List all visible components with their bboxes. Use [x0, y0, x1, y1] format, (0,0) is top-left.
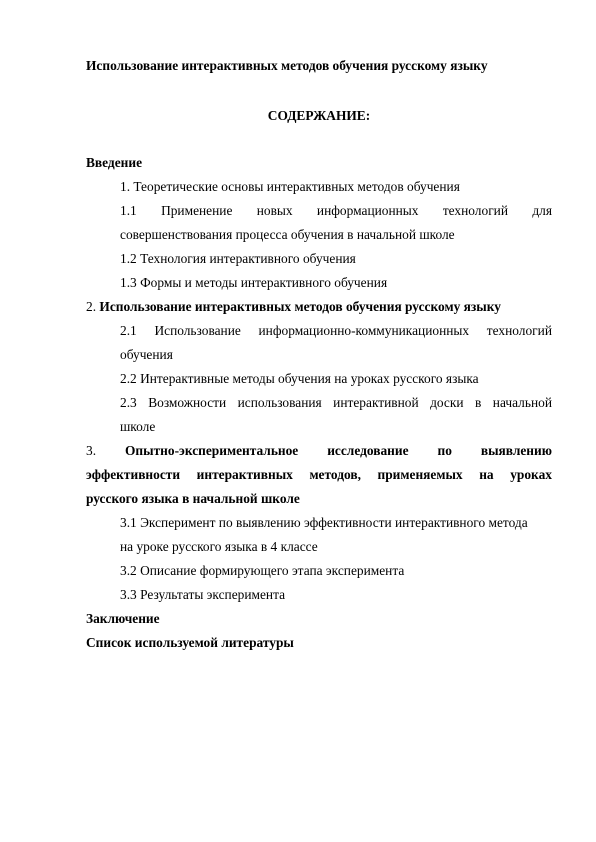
toc-entry-1: 1. Теоретические основы интерактивных методов обучения: [120, 179, 460, 194]
word: использования: [237, 395, 322, 410]
word: технологий: [442, 203, 509, 218]
toc-entry-3-2: 3.2 Описание формирующего этапа эксперимента: [120, 563, 405, 578]
toc-entry-3-1-line2: на уроке русского языка в 4 классе: [120, 539, 318, 554]
toc-entry-2: [86, 295, 552, 319]
word: для: [532, 203, 552, 218]
word: Применение: [161, 203, 233, 218]
word: применяемых: [377, 467, 463, 482]
toc-entry-conclusion: Заключение: [86, 611, 160, 626]
toc-heading: СОДЕРЖАНИЕ:: [267, 108, 371, 123]
word: технологий: [486, 323, 552, 338]
toc-entry-1-2: 1.2 Технология интерактивного обучения: [120, 251, 356, 266]
document-title: Использование интерактивных методов обучения русскому языку: [86, 58, 488, 73]
toc-entry-3-1-line1: 3.1 Эксперимент по выявлению эффективности интерактивного метода: [120, 515, 528, 530]
toc-entry-3-3: 3.3 Результаты эксперимента: [120, 587, 286, 602]
word: Возможности: [148, 395, 227, 410]
word: методов,: [309, 467, 361, 482]
table-of-contents: [86, 151, 552, 655]
word: исследование: [327, 443, 409, 458]
word: на: [479, 467, 494, 482]
word: интерактивных: [196, 467, 293, 482]
toc-entry-2-3-line1: [86, 391, 552, 415]
word: по: [437, 443, 452, 458]
word: эффективности: [86, 467, 181, 482]
toc-entry-3-number: 3.: [86, 443, 97, 458]
word: Опытно-экспериментальное: [125, 443, 299, 458]
word: новых: [256, 203, 293, 218]
toc-entry-1-1-line2: совершенствования процесса обучения в начальной школе: [120, 227, 455, 242]
word: 2.1: [120, 323, 137, 338]
toc-entry-1-3: 1.3 Формы и методы интерактивного обучения: [120, 275, 388, 290]
toc-entry-3-line3: русского языка в начальной школе: [86, 491, 300, 506]
word: 2.3: [120, 395, 137, 410]
word: начальной: [492, 395, 552, 410]
toc-entry-introduction: Введение: [86, 155, 143, 170]
toc-entry-2-2: 2.2 Интерактивные методы обучения на уроках русского языка: [120, 371, 479, 386]
word: информационных: [316, 203, 419, 218]
word: доски: [430, 395, 464, 410]
word: выявлению: [480, 443, 552, 458]
word: интерактивной: [333, 395, 419, 410]
word: в: [475, 395, 482, 410]
word: информационно-коммуникационных: [258, 323, 470, 338]
word: 1.1: [120, 203, 137, 218]
toc-entry-2-1-line1: [86, 319, 552, 343]
toc-entry-1-1-line1: [86, 199, 552, 223]
word: уроках: [510, 467, 552, 482]
toc-entry-2-number: 2.: [86, 299, 97, 314]
toc-entry-references: Список используемой литературы: [86, 635, 294, 650]
toc-entry-2-3-line2: школе: [120, 419, 156, 434]
toc-entry-3-line2: [86, 463, 552, 487]
word: Использование: [154, 323, 241, 338]
toc-entry-2-1-line2: обучения: [120, 347, 173, 362]
toc-entry-2-text: Использование интерактивных методов обучения русскому языку: [99, 299, 501, 314]
toc-entry-3-line1: [86, 439, 552, 463]
